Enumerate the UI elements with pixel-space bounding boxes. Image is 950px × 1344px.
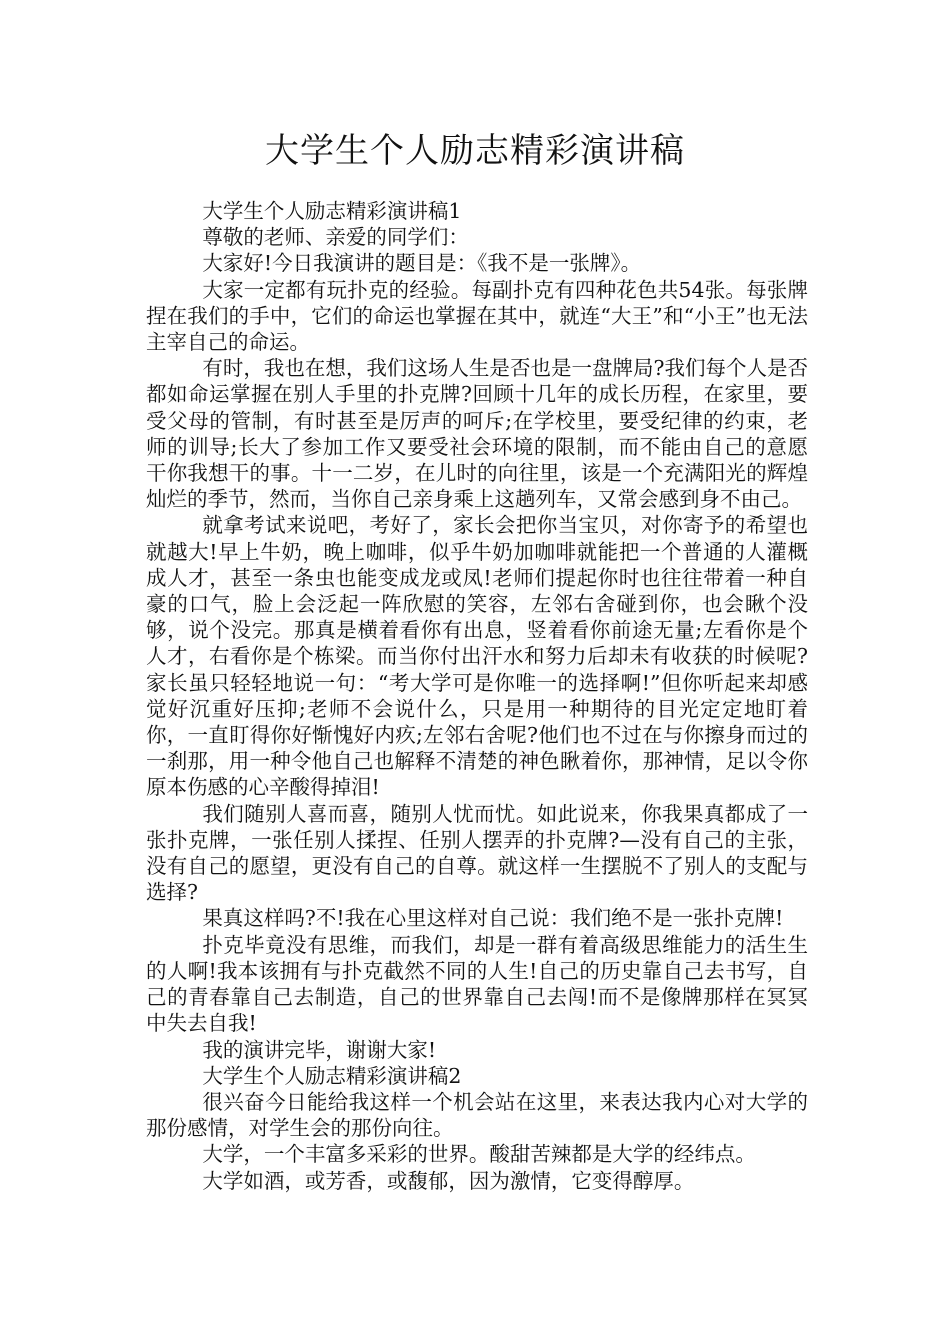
- paragraph: 大学，一个丰富多采彩的世界。酸甜苦辣都是大学的经纬点。: [202, 1142, 756, 1167]
- section-heading-1: 大学生个人励志精彩演讲稿1: [202, 199, 462, 223]
- paragraph: 就拿考试来说吧，考好了，家长会把你当宝贝，对你寄予的希望也就越大!早上牛奶，晚上咖啡，似乎牛奶加咖啡就能把一个普通的人灌概成人才，甚至一条虫也能变成龙或凤!老师们提起你时也往往带着一种自豪的口气，脸上会泛起一阵欣慰的笑容，左邻右舍碰到你，也会瞅个没够，说个没完。那真是横着看你有出息，竖着看你前途无量;左看你是个人才，右看你是个栋梁。而当你付出汗水和努力后却未有收获的时候呢?家长虽只轻轻地说一句：“考大学可是你唯一的选择啊!”但你听起来却感觉好沉重好压抑;老师不会说什么，只是用一种期待的目光定定地盯着你，一直盯得你好惭愧好内疚;左邻右舍呢?他们也不过在与你擦身而过的一刹那，用一种令他自己也解释不清楚的神色瞅着你，那神情，足以令你原本伤感的心辛酸得掉泪!: [146, 513, 808, 800]
- paragraph: 有时，我也在想，我们这场人生是否也是一盘牌局?我们每个人是否都如命运掌握在别人手里的扑克牌?回顾十几年的成长历程，在家里，要受父母的管制，有时甚至是厉声的呵斥;在学校里，要受纪律的约束，老师的训导;长大了参加工作又要受社会环境的限制，而不能由自己的意愿干你我想干的事。十一二岁，在儿时的向往里，该是一个充满阳光的辉煌灿烂的季节，然而，当你自己亲身乘上这趟列车，又常会感到身不由己。: [146, 356, 808, 512]
- document-title: 大学生个人励志精彩演讲稿: [265, 131, 685, 171]
- paragraph: 大家一定都有玩扑克的经验。每副扑克有四种花色共54张。每张牌捏在我们的手中，它们的命运也掌握在其中，就连“大王”和“小王”也无法主宰自己的命运。: [146, 277, 808, 355]
- speech-intro: 大家好!今日我演讲的题目是：《我不是一张牌》。: [202, 251, 642, 276]
- paragraph: 果真这样吗?不!我在心里这样对自己说：我们绝不是一张扑克牌!: [202, 906, 784, 931]
- salutation: 尊敬的老师、亲爱的同学们：: [202, 225, 469, 250]
- paragraph: 大学如酒，或芳香，或馥郁，因为激情，它变得醇厚。: [202, 1168, 695, 1193]
- paragraph: 我们随别人喜而喜，随别人忧而忧。如此说来，你我果真都成了一张扑克牌，一张任别人揉捏、任别人摆弄的扑克牌?—没有自己的主张，没有自己的愿望，更没有自己的自尊。就这样一生摆脱不了别人的支配与选择?: [146, 801, 808, 905]
- document-body: [146, 198, 808, 1194]
- closing-line: 我的演讲完毕，谢谢大家!: [202, 1037, 437, 1062]
- paragraph: 很兴奋今日能给我这样一个机会站在这里，来表达我内心对大学的那份感情，对学生会的那份向往。: [146, 1089, 808, 1141]
- paragraph: 扑克毕竟没有思维，而我们，却是一群有着高级思维能力的活生生的人啊!我本该拥有与扑克截然不同的人生!自己的历史靠自己去书写，自己的青春靠自己去制造，自己的世界靠自己去闯!而不是像牌那样在冥冥中失去自我!: [146, 932, 808, 1036]
- section-heading-2: 大学生个人励志精彩演讲稿2: [202, 1063, 462, 1088]
